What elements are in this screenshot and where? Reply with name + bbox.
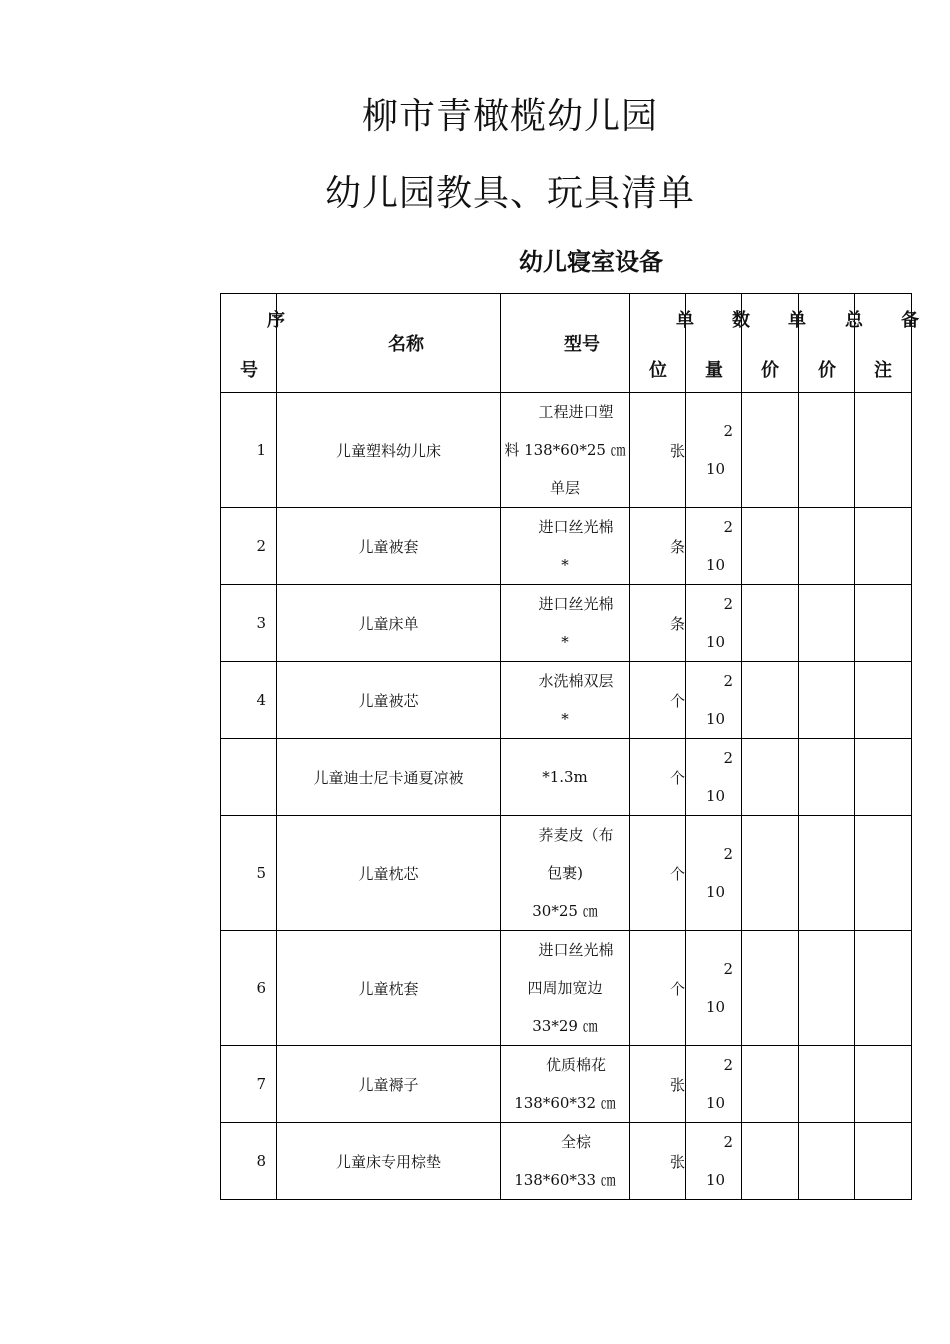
equipment-table — [220, 293, 919, 1200]
table-row — [221, 1046, 912, 1123]
row-note — [855, 662, 912, 739]
row-seq: 6 — [221, 931, 277, 1046]
row-model — [501, 816, 630, 931]
row-total — [799, 508, 855, 585]
row-seq: 8 — [221, 1123, 277, 1200]
header-qty-bottom: 量 — [705, 360, 723, 381]
table-row — [221, 508, 912, 585]
qty-line: 2 — [723, 960, 733, 978]
row-name: 儿童塑料幼儿床 — [277, 393, 501, 508]
model-line: 进口丝光棉 — [538, 941, 614, 959]
row-note — [855, 816, 912, 931]
model-line: 进口丝光棉 — [538, 518, 614, 536]
header-note-bottom: 注 — [874, 360, 892, 381]
qty-line: 10 — [706, 787, 726, 805]
table-row — [221, 739, 912, 816]
row-seq: 1 — [221, 393, 277, 508]
row-total — [799, 816, 855, 931]
qty-line: 2 — [723, 749, 733, 767]
qty-line: 10 — [706, 460, 726, 478]
row-unit: 条 — [630, 508, 686, 585]
qty-line: 10 — [706, 1094, 726, 1112]
row-seq: 7 — [221, 1046, 277, 1123]
row-total — [799, 393, 855, 508]
row-qty — [686, 662, 742, 739]
row-name: 儿童枕芯 — [277, 816, 501, 931]
qty-line: 10 — [706, 998, 726, 1016]
header-unit-top: 单 — [676, 310, 694, 331]
header-model-label: 型号 — [564, 334, 600, 355]
document-subtitle: 幼儿园教具、玩具清单 — [324, 173, 695, 214]
header-total-top: 总 — [845, 310, 863, 331]
model-line: 单层 — [549, 479, 580, 497]
model-line: 全棕 — [560, 1133, 591, 1151]
table-row — [221, 662, 912, 739]
row-total — [799, 662, 855, 739]
row-name: 儿童迪士尼卡通夏凉被 — [277, 739, 501, 816]
row-unit: 张 — [630, 393, 686, 508]
row-total — [799, 585, 855, 662]
header-price-top: 单 — [788, 310, 806, 331]
row-price — [742, 1123, 799, 1200]
header-note — [855, 294, 919, 393]
row-model — [501, 508, 630, 585]
row-price — [742, 508, 799, 585]
row-price — [742, 739, 799, 816]
row-unit: 个 — [630, 816, 686, 931]
header-note-top: 备 — [901, 310, 919, 331]
row-seq: 3 — [221, 585, 277, 662]
header-qty-top: 数 — [732, 310, 750, 331]
header-price-bottom: 价 — [761, 360, 779, 381]
model-line: 30*25 ㎝ — [532, 902, 598, 920]
row-seq — [221, 739, 277, 816]
row-price — [742, 393, 799, 508]
row-note — [855, 739, 912, 816]
model-line: 荞麦皮（布 — [538, 826, 614, 844]
row-price — [742, 816, 799, 931]
model-line: 138*60*32 ㎝ — [514, 1094, 616, 1112]
row-note — [855, 1046, 912, 1123]
qty-line: 2 — [723, 518, 733, 536]
row-name: 儿童枕套 — [277, 931, 501, 1046]
row-unit: 个 — [630, 931, 686, 1046]
row-model — [501, 585, 630, 662]
qty-line: 10 — [706, 556, 726, 574]
model-line: * — [561, 710, 569, 728]
row-model — [501, 931, 630, 1046]
model-line: *1.3m — [542, 768, 588, 786]
model-line: 四周加宽边 — [527, 979, 603, 997]
header-seq — [221, 294, 285, 393]
row-total — [799, 1046, 855, 1123]
header-seq-top: 序 — [267, 310, 285, 331]
row-note — [855, 1123, 912, 1200]
model-line: 料 138*60*25 ㎝ — [504, 441, 626, 459]
qty-line: 10 — [706, 1171, 726, 1189]
header-name-label: 名称 — [388, 334, 424, 355]
row-unit: 张 — [630, 1046, 686, 1123]
row-model — [501, 1123, 630, 1200]
table-row — [221, 1123, 912, 1200]
row-name: 儿童褥子 — [277, 1046, 501, 1123]
row-price — [742, 931, 799, 1046]
row-note — [855, 931, 912, 1046]
row-note — [855, 585, 912, 662]
row-qty — [686, 739, 742, 816]
row-note — [855, 393, 912, 508]
row-qty — [686, 1123, 742, 1200]
model-line: 水洗棉双层 — [538, 672, 614, 690]
header-model — [501, 294, 630, 393]
row-qty — [686, 508, 742, 585]
qty-line: 10 — [706, 883, 726, 901]
model-line: 138*60*33 ㎝ — [514, 1171, 616, 1189]
qty-line: 10 — [706, 710, 726, 728]
qty-line: 2 — [723, 422, 733, 440]
row-name: 儿童床单 — [277, 585, 501, 662]
model-line: 工程进口塑 — [538, 403, 614, 421]
table-row — [221, 585, 912, 662]
row-name: 儿童被套 — [277, 508, 501, 585]
row-model — [501, 739, 630, 816]
header-seq-bottom: 号 — [240, 360, 258, 381]
table-body — [221, 393, 912, 1200]
qty-line: 2 — [723, 1133, 733, 1151]
row-total — [799, 739, 855, 816]
header-qty — [686, 294, 750, 393]
document-title: 柳市青橄榄幼儿园 — [361, 96, 658, 137]
model-line: 33*29 ㎝ — [532, 1017, 598, 1035]
model-line: 包裹) — [547, 864, 583, 882]
qty-line: 2 — [723, 595, 733, 613]
row-total — [799, 931, 855, 1046]
row-seq: 4 — [221, 662, 277, 739]
row-qty — [686, 931, 742, 1046]
qty-line: 2 — [723, 672, 733, 690]
qty-line: 2 — [723, 845, 733, 863]
row-qty — [686, 816, 742, 931]
row-unit: 个 — [630, 739, 686, 816]
row-price — [742, 662, 799, 739]
header-total-bottom: 价 — [818, 360, 836, 381]
model-line: 进口丝光棉 — [538, 595, 614, 613]
row-price — [742, 1046, 799, 1123]
table-header-row — [221, 294, 912, 393]
qty-line: 10 — [706, 633, 726, 651]
model-line: * — [561, 633, 569, 651]
row-total — [799, 1123, 855, 1200]
row-name: 儿童床专用棕垫 — [277, 1123, 501, 1200]
row-price — [742, 585, 799, 662]
row-note — [855, 508, 912, 585]
row-unit: 张 — [630, 1123, 686, 1200]
table-row — [221, 931, 912, 1046]
row-model — [501, 393, 630, 508]
row-name: 儿童被芯 — [277, 662, 501, 739]
row-model — [501, 1046, 630, 1123]
table-row — [221, 393, 912, 508]
table-row — [221, 816, 912, 931]
row-model — [501, 662, 630, 739]
header-unit — [630, 294, 694, 393]
header-price — [742, 294, 806, 393]
header-total — [799, 294, 863, 393]
model-line: 优质棉花 — [545, 1056, 606, 1074]
model-line: * — [561, 556, 569, 574]
header-name — [277, 294, 501, 393]
row-qty — [686, 393, 742, 508]
section-heading: 幼儿寝室设备 — [519, 247, 663, 276]
row-unit: 条 — [630, 585, 686, 662]
header-unit-bottom: 位 — [649, 360, 667, 381]
row-qty — [686, 585, 742, 662]
qty-line: 2 — [723, 1056, 733, 1074]
row-seq: 2 — [221, 508, 277, 585]
row-unit: 个 — [630, 662, 686, 739]
row-seq: 5 — [221, 816, 277, 931]
row-qty — [686, 1046, 742, 1123]
